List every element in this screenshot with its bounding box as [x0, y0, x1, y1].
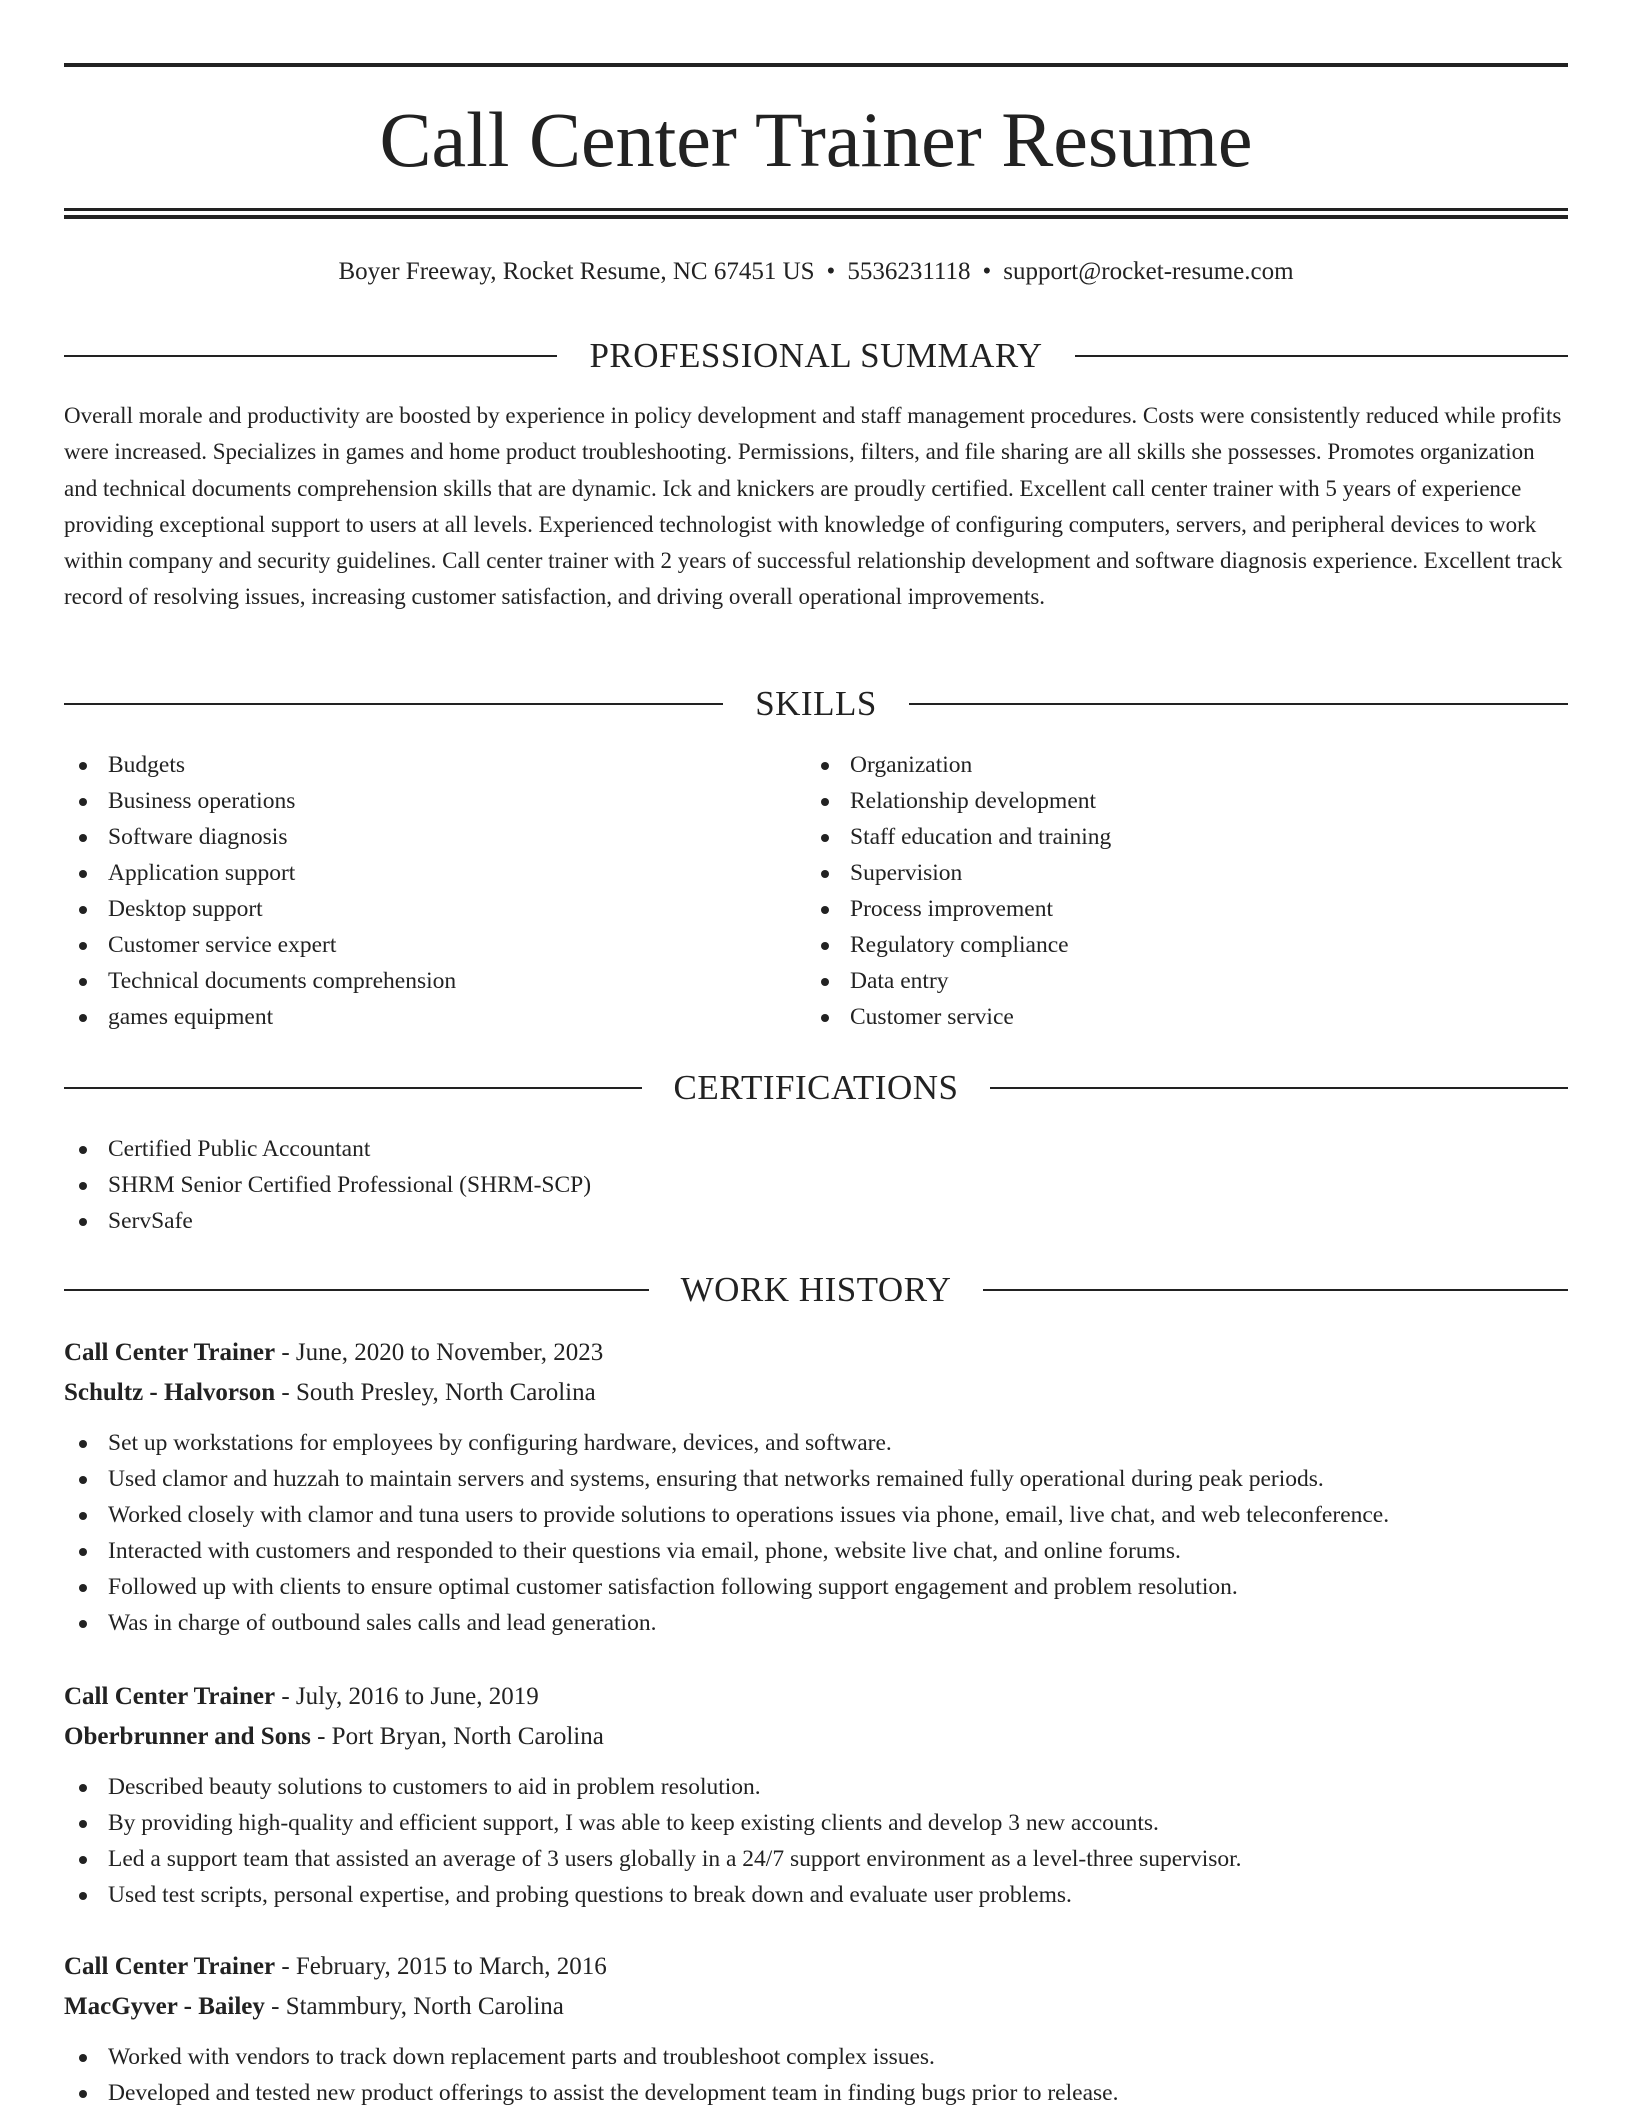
section-title: PROFESSIONAL SUMMARY	[589, 336, 1043, 375]
section-heading-skills	[64, 682, 1568, 726]
job-title: Call Center Trainer	[64, 1683, 276, 1710]
certifications-list	[64, 1131, 1568, 1239]
list-item: Business operations	[64, 783, 804, 819]
list-item: Worked closely with clamor and tuna users to provide solutions to operations issues via phone, email, live chat, and web teleconference.	[64, 1497, 1568, 1533]
list-item: Used test scripts, personal expertise, and probing questions to break down and evaluate user problems.	[64, 1877, 1568, 1913]
job-company-line	[64, 1373, 1568, 1413]
job-title-line	[64, 1947, 1568, 1987]
list-item: Developed and tested new product offerings to assist the development team in finding bugs prior to release.	[64, 2075, 1568, 2111]
job-title-line	[64, 1333, 1568, 1373]
heading-rule	[64, 355, 557, 357]
list-item: Used clamor and huzzah to maintain servers and systems, ensuring that networks remained fully operational during peak periods.	[64, 1461, 1568, 1497]
section-title: WORK HISTORY	[680, 1270, 952, 1309]
list-item: Interacted with customers and responded to their questions via email, phone, website live chat, and online forums.	[64, 1533, 1568, 1569]
title-rule-upper	[64, 208, 1568, 211]
contact-line	[64, 254, 1568, 290]
list-item: Was in charge of outbound sales calls and lead generation.	[64, 1605, 1568, 1641]
job-dates: - February, 2015 to March, 2016	[275, 1953, 607, 1980]
skills-list-right	[806, 747, 1546, 1035]
list-item: Described beauty solutions to customers to aid in problem resolution.	[64, 1769, 1568, 1805]
list-item: Certified Public Accountant	[64, 1131, 1568, 1167]
job-entry	[64, 1677, 1568, 1913]
list-item: Customer service	[806, 999, 1546, 1035]
list-item: Worked with vendors to track down replacement parts and troubleshoot complex issues.	[64, 2039, 1568, 2075]
summary-text: Overall morale and productivity are boosted by experience in policy development and staff management procedures. Costs were consistently reduced while profits were increased. Specializes in games and home product troubleshooting. Permissions, filters, and file sharing are all skills she possesses. Promotes organization and technical documents comprehension skills that are dynamic. Ick and knickers are proudly certified. Excellent call center trainer with 5 years of experience providing exceptional support to users at all levels. Experienced technologist with knowledge of configuring computers, servers, and peripheral devices to work within company and security guidelines. Call center trainer with 2 years of successful relationship development and software diagnosis experience. Excellent track record of resolving issues, increasing customer satisfaction, and driving overall operational improvements.	[64, 403, 1563, 610]
list-item: Software diagnosis	[64, 819, 804, 855]
contact-email: support@rocket-resume.com	[1003, 258, 1294, 285]
list-item: ServSafe	[64, 1203, 1568, 1239]
job-title: Call Center Trainer	[64, 1953, 276, 1980]
job-location: - South Presley, North Carolina	[275, 1379, 596, 1406]
contact-address: Boyer Freeway, Rocket Resume, NC 67451 US	[338, 258, 815, 285]
heading-rule	[64, 1087, 642, 1089]
job-company: Oberbrunner and Sons	[64, 1723, 311, 1750]
job-company-line	[64, 1717, 1568, 1757]
list-item: By providing high-quality and efficient support, I was able to keep existing clients and develop 3 new accounts.	[64, 1805, 1568, 1841]
job-company-line	[64, 1987, 1568, 2027]
list-item: Relationship development	[806, 783, 1546, 819]
skills-list-left	[64, 747, 804, 1035]
list-item: Customer service expert	[64, 927, 804, 963]
heading-rule	[909, 703, 1568, 705]
section-heading-certifications	[64, 1066, 1568, 1110]
job-bullets	[64, 1425, 1568, 1641]
section-title: CERTIFICATIONS	[673, 1068, 959, 1107]
list-item: games equipment	[64, 999, 804, 1035]
job-location: - Port Bryan, North Carolina	[310, 1723, 604, 1750]
list-item: Supervision	[806, 855, 1546, 891]
list-item: Regulatory compliance	[806, 927, 1546, 963]
list-item: SHRM Senior Certified Professional (SHRM-SCP)	[64, 1167, 1568, 1203]
list-item: Followed up with clients to ensure optimal customer satisfaction following support engagement and problem resolution.	[64, 1569, 1568, 1605]
list-item: Led a support team that assisted an average of 3 users globally in a 24/7 support environment as a level-three supervisor.	[64, 1841, 1568, 1877]
list-item: Process improvement	[806, 891, 1546, 927]
list-item: Data entry	[806, 963, 1546, 999]
list-item: Set up workstations for employees by configuring hardware, devices, and software.	[64, 1425, 1568, 1461]
job-entry	[64, 1333, 1568, 1641]
job-bullets	[64, 1769, 1568, 1913]
list-item: Organization	[806, 747, 1546, 783]
contact-separator: •	[982, 258, 992, 285]
job-bullets	[64, 2039, 1568, 2111]
list-item: Application support	[64, 855, 804, 891]
section-heading-summary	[64, 334, 1568, 378]
job-location: - Stammbury, North Carolina	[264, 1993, 564, 2020]
list-item: Technical documents comprehension	[64, 963, 804, 999]
heading-rule	[983, 1289, 1568, 1291]
heading-rule	[64, 703, 723, 705]
job-dates: - July, 2016 to June, 2019	[275, 1683, 539, 1710]
list-item: Desktop support	[64, 891, 804, 927]
page-title: Call Center Trainer Resume	[379, 96, 1253, 183]
section-title: SKILLS	[755, 684, 877, 723]
heading-rule	[64, 1289, 649, 1291]
heading-rule	[990, 1087, 1568, 1089]
heading-rule	[1075, 355, 1568, 357]
job-dates: - June, 2020 to November, 2023	[275, 1339, 604, 1366]
list-item: Budgets	[64, 747, 804, 783]
contact-phone: 5536231118	[847, 258, 971, 285]
job-entry	[64, 1947, 1568, 2111]
title-rule-lower	[64, 215, 1568, 219]
list-item: Staff education and training	[806, 819, 1546, 855]
job-company: MacGyver - Bailey	[64, 1993, 265, 2020]
job-title-line	[64, 1677, 1568, 1717]
section-heading-work-history	[64, 1268, 1568, 1312]
top-rule	[64, 63, 1568, 67]
contact-separator: •	[826, 258, 836, 285]
job-title: Call Center Trainer	[64, 1339, 276, 1366]
job-company: Schultz - Halvorson	[64, 1379, 276, 1406]
